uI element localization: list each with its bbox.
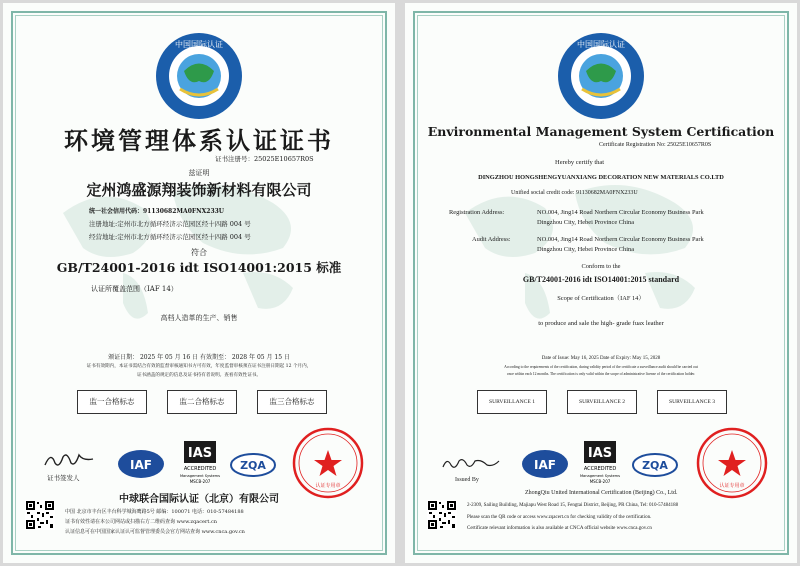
certification-emblem-icon [556, 31, 646, 121]
scope-label: 认证所覆盖范围（IAF 14） [91, 285, 178, 293]
iaf-logo-icon [117, 449, 165, 479]
svg-text:认证专用章: 认证专用章 [719, 483, 745, 489]
certificate-english [405, 3, 797, 563]
emblem-ring-text: 中国国际认证 [577, 40, 625, 49]
registration-address-line-2: Dingzhou City, Hebei Province China [537, 219, 635, 226]
validity-note: 证书有效期内，本证书需结合有效的监督审核通知书方可有效，年度监督审核须在证书注册日期起 12 个月内， [86, 364, 312, 369]
issue-expiry-dates: Date of Issue: May 16, 2025 Date of Expiry: May 15, 2028 [541, 356, 661, 361]
conform-label: 符合 [191, 248, 207, 257]
standard-name: GB/T24001-2016 idt ISO14001:2015 standard [522, 275, 680, 284]
registration-address-line-1: NO.004, Jing14 Road Northern Circular Economy Business Park [537, 209, 704, 216]
registration-number: 证书注册号：25025E10657R0S [215, 155, 314, 163]
audit-address-line-2: Dingzhou City, Hebei Province China [537, 246, 635, 253]
hereby-label: 兹证明 [188, 169, 210, 177]
company-seal-stamp [291, 426, 365, 500]
credit-code: Unified social credit code: 91130682MA0FNX233U [511, 190, 638, 196]
cnca-note: Certificate relevant information is also available at CNCA official website www.cnca.gov.cn [467, 526, 652, 531]
registered-address: 注册地址:定州市北方循环经济示范园区经十四路 004 号 [89, 220, 251, 228]
surveillance-box-3: SURVEILLANCE 3 [657, 390, 727, 414]
issuer-name: ZhongQiu United International Certification (Beijing) Co., Ltd. [525, 490, 678, 496]
zqa-logo-icon [631, 453, 679, 477]
signature [43, 449, 95, 471]
standard-name: GB/T24001-2016 idt ISO14001:2015 标准 [56, 260, 342, 275]
credit-code: 统一社会信用代码：91130682MA0FNX233U [89, 208, 225, 215]
surveillance-box-3: 监三合格标志 [257, 390, 327, 414]
svg-text:IAS: IAS [587, 446, 613, 461]
certification-emblem-icon [154, 31, 244, 121]
conform-label: Conform to the [581, 263, 621, 270]
certificate-title: 环境管理体系认证证书 [64, 126, 334, 155]
svg-text:Management Systems: Management Systems [179, 474, 221, 478]
emblem-ring-text: 中国国际认证 [175, 40, 223, 49]
qr-code-icon[interactable] [427, 500, 457, 530]
company-seal-stamp [695, 426, 769, 500]
svg-text:IAF: IAF [534, 458, 556, 472]
svg-text:ACCREDITED: ACCREDITED [183, 466, 217, 472]
svg-text:Management Systems: Management Systems [579, 474, 621, 478]
business-address: 经营地址:定州市北方循环经济示范园区经十四路 004 号 [89, 233, 251, 241]
svg-text:MSCB-207: MSCB-207 [189, 479, 211, 484]
registration-address-label: Registration Address: [449, 209, 505, 216]
validity-note-2: once within each 12 months. The certification is only valid within the scope of administrative license of the certification holder. [506, 372, 696, 376]
qr-check-note: 证书有效性请在本公司网站或扫描右方二维码查询 www.zqacert.cn [65, 519, 218, 525]
audit-address-label: Audit Address: [472, 236, 511, 243]
issuer-address: 中国 北京市丰台区丰台科学城海鹰路5号 邮编：100071 电话：010-57484188 [65, 509, 244, 515]
qr-code-icon[interactable] [25, 500, 55, 530]
company-name: 定州鸿盛源翔装饰新材料有限公司 [86, 181, 312, 199]
svg-text:ZQA: ZQA [642, 459, 668, 472]
company-name: DINGZHOU HONGSHENGYUANXIANG DECORATION NEW MATERIALS CO.LTD [478, 174, 724, 181]
issue-expiry-dates: 颁证日期： 2025 年 05 月 16 日 有效期至： 2028 年 05 月 15 日 [108, 354, 290, 361]
scope-text: to produce and sale the high- grade fuax leather [538, 320, 664, 327]
iaf-logo-icon [521, 449, 569, 479]
surveillance-box-2: SURVEILLANCE 2 [567, 390, 637, 414]
ias-accreditation-logo-icon [579, 440, 621, 486]
svg-text:ACCREDITED: ACCREDITED [583, 466, 617, 472]
certificate-chinese [3, 3, 395, 563]
registration-number: Certificate Registration No: 25025E10657R0S [599, 142, 712, 148]
issued-by-caption: Issued By [455, 477, 479, 483]
svg-text:认证专用章: 认证专用章 [315, 483, 341, 489]
svg-text:IAF: IAF [130, 458, 152, 472]
surveillance-box-1: 监一合格标志 [77, 390, 147, 414]
scope-label: Scope of Certification（IAF 14） [557, 295, 645, 302]
zqa-logo-icon [229, 453, 277, 477]
cnca-note: 认证信息可在中国国家认证认可监督管理委员会官方网站查询 www.cnca.gov.cn [65, 529, 245, 535]
signature [441, 453, 501, 473]
issuer-address: 2-2309, Sailing Building, Majiapu West Road 15, Fengtai District, Beijing, PR China, Tel: 010-57484188 [467, 503, 679, 508]
hereby-label: Hereby certify that [555, 159, 605, 166]
signer-caption: 证书签发人 [47, 474, 80, 482]
svg-text:ZQA: ZQA [240, 459, 266, 472]
svg-text:MSCB-207: MSCB-207 [589, 479, 611, 484]
audit-address-line-1: NO.004, Jing14 Road Northern Circular Economy Business Park [537, 236, 704, 243]
qr-check-note: Please scan the QR code or access www.zqacert.cn for checking validity of the certification. [467, 515, 652, 520]
surveillance-box-1: SURVEILLANCE 1 [477, 390, 547, 414]
scope-text: 高档人造革的生产、销售 [160, 314, 238, 322]
validity-note: According to the requirements of the certification, during validity period of the certificate a surveillance audit should be carried out [504, 365, 698, 369]
svg-text:IAS: IAS [187, 446, 213, 461]
certificate-title: Environmental Management System Certification [427, 124, 775, 139]
issuer-name: 中球联合国际认证（北京）有限公司 [119, 494, 279, 505]
surveillance-box-2: 监二合格标志 [167, 390, 237, 414]
validity-note-2: 证书涵盖的规定的信息及证书持有者说明。查看有效性证书。 [136, 373, 262, 378]
ias-accreditation-logo-icon [179, 440, 221, 486]
